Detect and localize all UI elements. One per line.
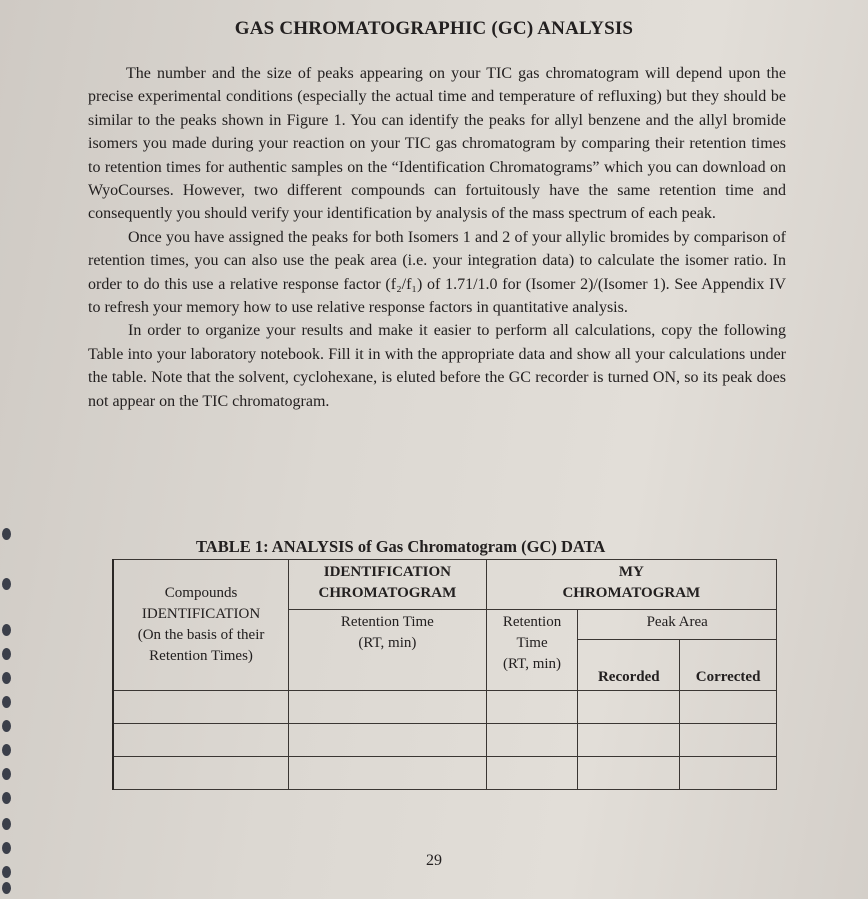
table-cell xyxy=(578,690,680,723)
binder-hole xyxy=(2,792,11,804)
table-cell xyxy=(486,690,578,723)
binder-hole xyxy=(2,672,11,684)
binder-hole xyxy=(2,696,11,708)
header-line: IDENTIFICATION xyxy=(323,564,451,580)
my-chromatogram-header xyxy=(486,560,776,610)
my-retention-time-header xyxy=(486,610,578,690)
binder-holes xyxy=(0,520,22,899)
table-cell xyxy=(289,690,487,723)
table-cell xyxy=(680,756,777,789)
binder-hole xyxy=(2,768,11,780)
header-line: Retention xyxy=(502,614,562,631)
identification-chromatogram-header xyxy=(289,560,487,610)
peak-area-header: Peak Area xyxy=(578,610,777,640)
table-cell xyxy=(113,723,289,756)
table-cell xyxy=(680,690,777,723)
compounds-header-line: Retention Times) xyxy=(149,647,253,664)
binder-hole xyxy=(2,720,11,732)
table-cell xyxy=(113,690,289,723)
compounds-header-line: IDENTIFICATION xyxy=(141,605,261,622)
binder-hole xyxy=(2,648,11,660)
table-cell xyxy=(486,723,578,756)
compounds-header-line: Compounds xyxy=(164,584,238,601)
corrected-header: Corrected xyxy=(680,640,777,690)
binder-hole xyxy=(2,578,11,590)
gc-data-table xyxy=(112,559,777,790)
table-cell xyxy=(113,756,289,789)
body-text xyxy=(88,62,786,413)
binder-hole xyxy=(2,882,11,894)
table-cell xyxy=(680,723,777,756)
header-line: CHROMATOGRAM xyxy=(562,585,701,601)
header-line: CHROMATOGRAM xyxy=(318,585,457,601)
header-line: Time xyxy=(516,635,548,652)
header-line: Retention Time xyxy=(340,614,434,631)
table-cell xyxy=(578,756,680,789)
paragraph-2: Once you have assigned the peaks for both Isomers 1 and 2 of your allylic bromides by comparison of retention times, you can also use the peak area (i.e. your integration data) to calculate the isomer ratio. In order to do this use a relative response factor (f₂/f₁) of 1.71/1.0 for (Isomer 2)/(Isomer 1). See Appendix IV to refresh your memory how to use relative response factors in quantitative analysis. xyxy=(88,228,786,317)
table-cell xyxy=(289,723,487,756)
paragraph-3: In order to organize your results and make it easier to perform all calculations, copy the following Table into your laboratory notebook. Fill it in with the appropriate data and show all your calculations under the table. Note that the solvent, cyclohexane, is eluted before the GC recorder is turned ON, so its peak does not appear on the TIC chromatogram. xyxy=(88,322,786,410)
paragraph-1: The number and the size of peaks appearing on your TIC gas chromatogram will depend upon the precise experimental conditions (especially the actual time and temperature of refluxing) but they should be similar to the peaks shown in Figure 1. You can identify the peaks for allyl benzene and the allyl bromide isomers you made during your reaction on your TIC gas chromatogram by comparing their retention times to retention times for authentic samples on the “Identification Chromatograms” which you can download on WyoCourses. However, two different compounds can fortuitously have the same retention time and consequently you should verify your identification by analysis of the mass spectrum of each peak. xyxy=(88,65,786,223)
binder-hole xyxy=(2,528,11,540)
header-line: (RT, min) xyxy=(503,656,562,673)
table-cell xyxy=(289,756,487,789)
page-title: GAS CHROMATOGRAPHIC (GC) ANALYSIS xyxy=(234,18,634,39)
compounds-header-line: (On the basis of their xyxy=(137,626,265,643)
ident-retention-time-header xyxy=(289,610,487,690)
compounds-header xyxy=(113,560,289,691)
header-line: (RT, min) xyxy=(358,635,417,652)
table-cell xyxy=(486,756,578,789)
binder-hole xyxy=(2,624,11,636)
binder-hole xyxy=(2,744,11,756)
page-number: 29 xyxy=(426,852,442,869)
table-cell xyxy=(578,723,680,756)
table-caption: TABLE 1: ANALYSIS of Gas Chromatogram (GC) DATA xyxy=(196,537,606,556)
header-line: MY xyxy=(618,564,644,580)
binder-hole xyxy=(2,818,11,830)
recorded-header: Recorded xyxy=(578,640,680,690)
